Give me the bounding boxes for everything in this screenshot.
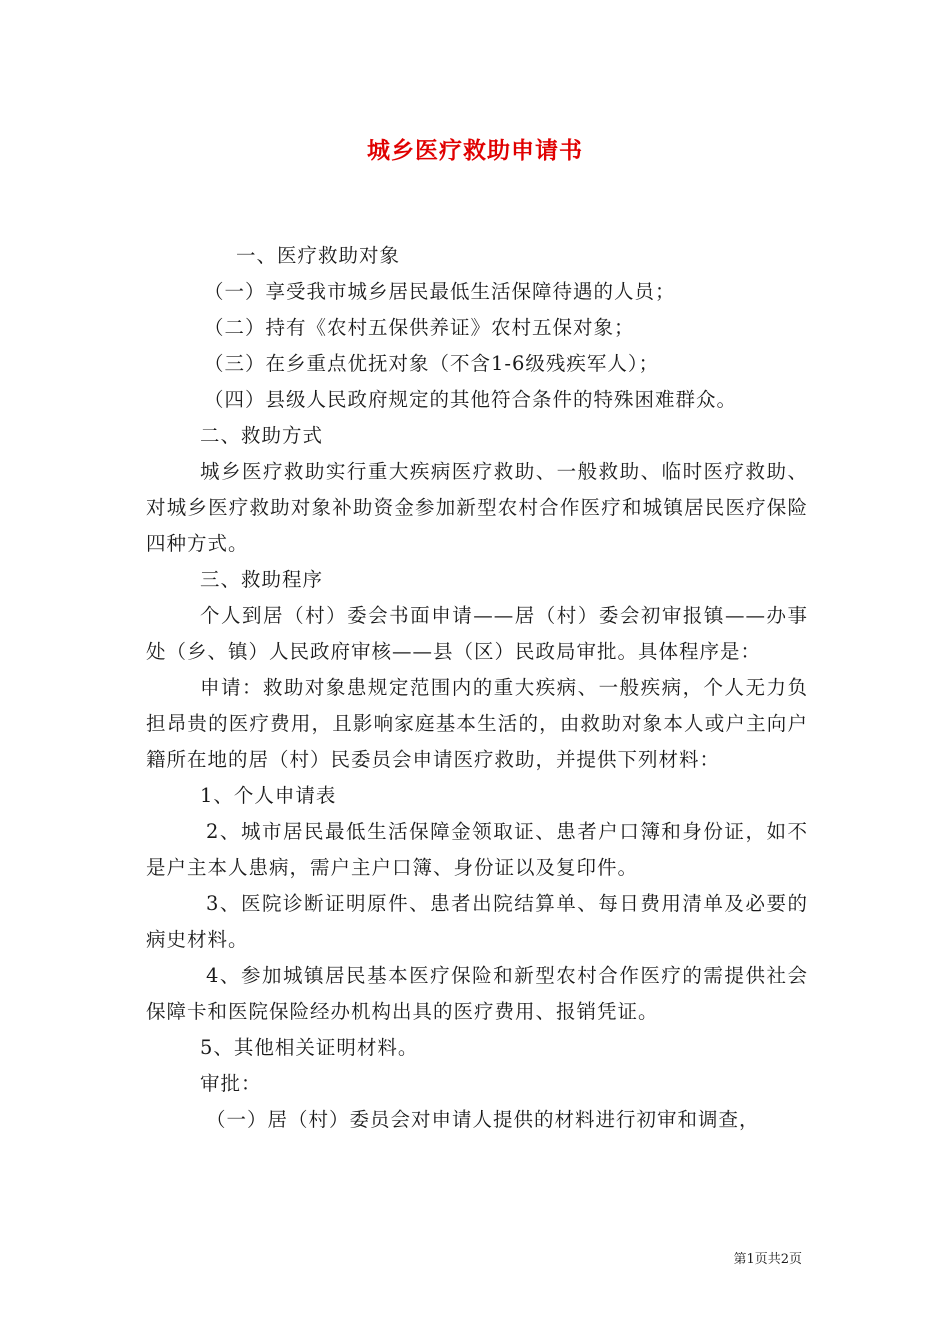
page-number: 第1页共2页 (733, 1252, 802, 1267)
list-item: 3、医院诊断证明原件、患者出院结算单、每日费用清单及必要的病史材料。 (146, 892, 808, 951)
paragraph: 城乡医疗救助实行重大疾病医疗救助、一般救助、临时医疗救助、对城乡医疗救助对象补助资金参加新型农村合作医疗和城镇居民医疗保险四种方式。 (146, 460, 808, 555)
paragraph: 个人到居（村）委会书面申请——居（村）委会初审报镇——办事处（乡、镇）人民政府审核——县（区）民政局审批。具体程序是： (146, 604, 808, 663)
paragraph: （一）居（村）委员会对申请人提供的材料进行初审和调查， (206, 1108, 760, 1131)
list-item: 2、城市居民最低生活保障金领取证、患者户口簿和身份证，如不是户主本人患病，需户主户口簿、身份证以及复印件。 (146, 820, 808, 879)
section-heading: 三、救助程序 (200, 568, 324, 591)
section-heading: 二、救助方式 (200, 424, 324, 447)
paragraph: 申请：救助对象患规定范围内的重大疾病、一般疾病，个人无力负担昂贵的医疗费用，且影响家庭基本生活的，由救助对象本人或户主向户籍所在地的居（村）民委员会申请医疗救助，并提供下列材料： (146, 676, 808, 771)
list-item: 5、其他相关证明材料。 (200, 1036, 419, 1059)
document-title: 城乡医疗救助申请书 (367, 137, 583, 164)
list-item: 1、个人申请表 (200, 784, 337, 807)
list-item: （一）享受我市城乡居民最低生活保障待遇的人员； (204, 280, 676, 303)
document-body (146, 238, 808, 1138)
list-item: 4、参加城镇居民基本医疗保险和新型农村合作医疗的需提供社会保障卡和医院保险经办机构出具的医疗费用、报销凭证。 (146, 964, 808, 1023)
section-heading: 审批： (200, 1072, 262, 1095)
list-item: （四）县级人民政府规定的其他符合条件的特殊困难群众。 (204, 388, 738, 411)
list-item: （三）在乡重点优抚对象（不含1-6级残疾军人）； (204, 352, 660, 375)
list-item: （二）持有《农村五保供养证》农村五保对象； (204, 316, 635, 339)
section-heading: 一、医疗救助对象 (236, 244, 401, 267)
